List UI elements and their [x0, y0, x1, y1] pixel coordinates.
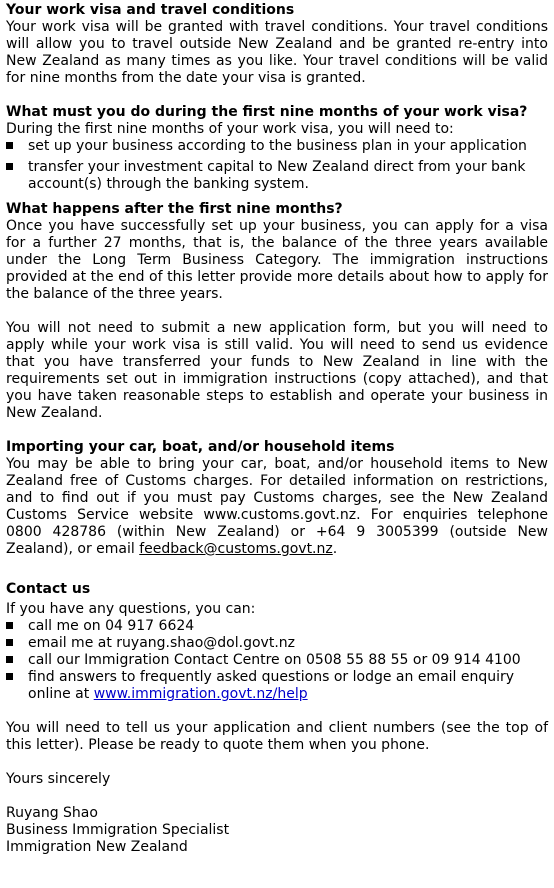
contact-call-text: call me on 04 917 6624 [28, 618, 195, 634]
list-item [6, 669, 548, 703]
signoff-salutation: Yours sincerely [6, 771, 111, 787]
contact-section [6, 581, 548, 754]
after-nine-months-heading: What happens after the first nine months? [6, 201, 343, 217]
contact-faq-text: find answers to frequently asked questions or lodge an email enquiry online at [28, 669, 515, 702]
signoff-section [6, 771, 548, 856]
customs-email-link[interactable]: feedback@customs.govt.nz [139, 541, 333, 557]
contact-list [6, 618, 548, 703]
first-nine-months-section [6, 104, 548, 193]
list-item [6, 618, 548, 635]
after-nine-months-para-2: You will not need to submit a new application form, but you will need to apply while your work visa is still valid. You will need to send us evidence that you have transferred your funds to New Zealand in line with the requirements set out in immigration instructions (copy attached), and that you have taken reasonable steps to establish and operate your business in New Zealand. [6, 320, 548, 421]
square-bullet-icon [6, 656, 13, 663]
list-item [6, 635, 548, 652]
contact-closing-note: You will need to tell us your application and client numbers (see the top of this letter). Please be ready to quote them when you phone. [6, 720, 548, 753]
after-nine-months-para-1: Once you have successfully set up your business, you can apply for a visa for a further 27 months, that is, the balance of the three years available under the Long Term Business Category. The immigration instructions provided at the end of this letter provide more details about how to apply for the balance of the three years. [6, 218, 548, 302]
list-item-text: transfer your investment capital to New Zealand direct from your bank account(s) through the banking system. [28, 159, 526, 192]
square-bullet-icon [6, 622, 13, 629]
signoff-title: Business Immigration Specialist [6, 822, 230, 838]
square-bullet-icon [6, 142, 13, 149]
first-nine-months-heading: What must you do during the first nine months of your work visa? [6, 104, 528, 120]
list-item [6, 159, 548, 193]
list-item [6, 652, 548, 669]
signoff-name: Ruyang Shao [6, 805, 98, 821]
importing-body-text: You may be able to bring your car, boat, and/or household items to New Zealand free of Customs charges. For detailed information on restrictions, and to find out if you must pay Customs charges, see the New Zealand Customs Service website www.customs.govt.nz. For enquiries telephone 0800 428786 (within New Zealand) or +64 9 3005399 (outside New Zealand), or email [6, 456, 548, 557]
square-bullet-icon [6, 639, 13, 646]
list-item-text: set up your business according to the business plan in your application [28, 138, 527, 154]
visa-conditions-section [6, 2, 548, 87]
square-bullet-icon [6, 673, 13, 680]
after-nine-months-section [6, 201, 548, 422]
immigration-help-link[interactable]: www.immigration.govt.nz/help [93, 686, 308, 702]
contact-intro: If you have any questions, you can: [6, 601, 256, 617]
contact-centre-text: call our Immigration Contact Centre on 0508 55 88 55 or 09 914 4100 [28, 652, 521, 668]
list-item [6, 138, 548, 155]
visa-conditions-body: Your work visa will be granted with travel conditions. Your travel conditions will allow you to travel outside New Zealand and be granted re-entry into New Zealand as many times as you like. Your travel conditions will be valid for nine months from the date your visa is granted. [6, 19, 548, 86]
square-bullet-icon [6, 163, 13, 170]
importing-body [6, 456, 548, 558]
visa-conditions-heading: Your work visa and travel conditions [6, 2, 295, 18]
contact-email-text: email me at ruyang.shao@dol.govt.nz [28, 635, 295, 651]
importing-heading: Importing your car, boat, and/or household items [6, 439, 395, 455]
importing-section [6, 439, 548, 558]
first-nine-months-intro: During the first nine months of your work visa, you will need to: [6, 121, 454, 137]
contact-heading: Contact us [6, 581, 91, 597]
importing-body-end: . [332, 541, 338, 557]
first-nine-months-list [6, 138, 548, 193]
signoff-organisation: Immigration New Zealand [6, 839, 188, 855]
